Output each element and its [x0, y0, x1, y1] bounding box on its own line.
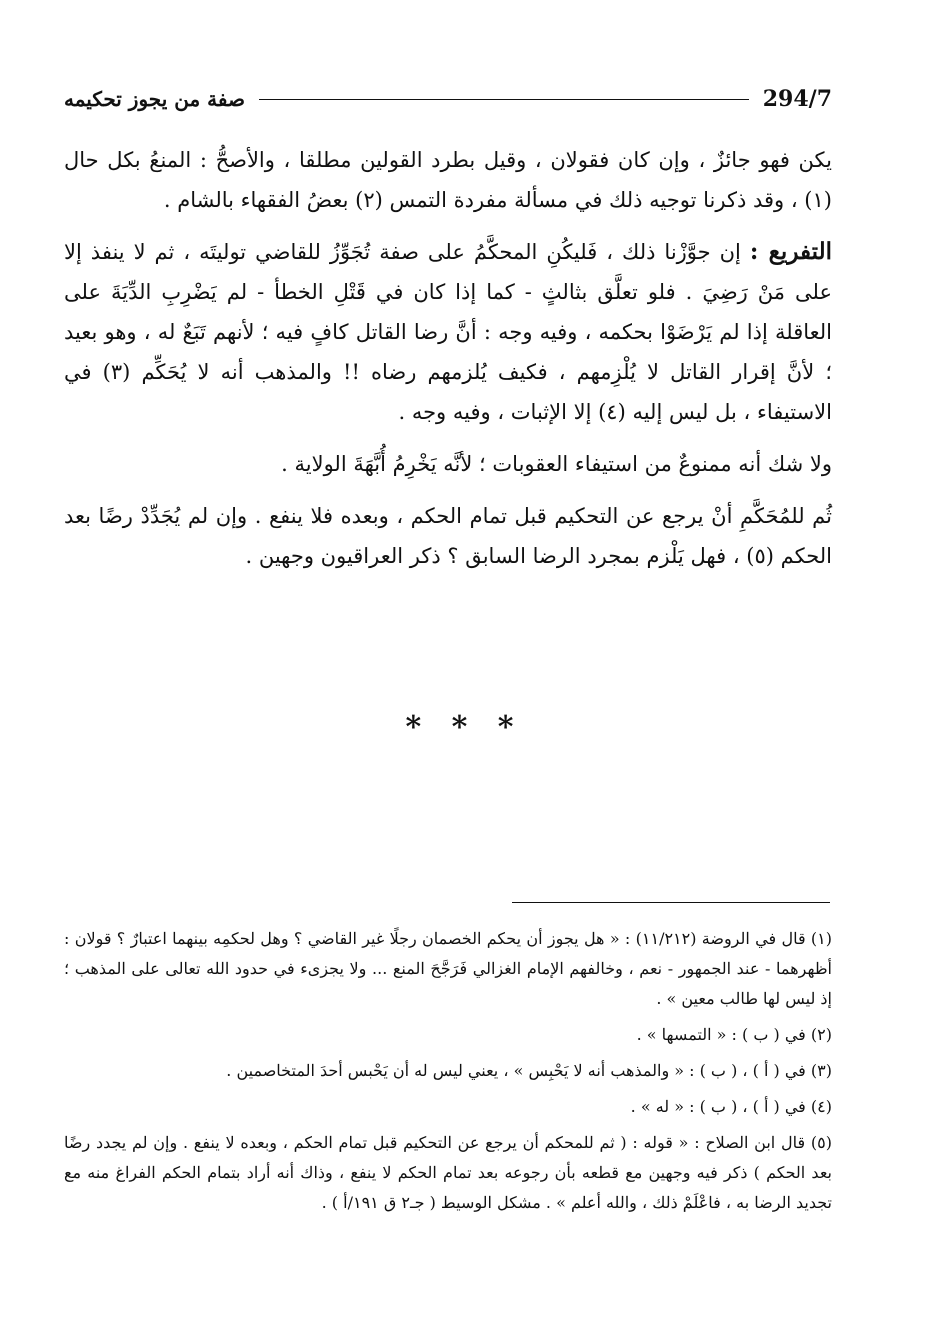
- footnotes: [64, 924, 832, 1224]
- footnote-3: (٣) في ( أ ) ، ( ب ) : « والمذهب أنه لا يَحْبِس » ، يعني ليس له أن يَحْبس أحدَ المتخاصمين .: [226, 1061, 832, 1080]
- page-number: 294/7: [762, 86, 832, 112]
- header-rule: [259, 99, 749, 100]
- paragraph-2-text: إن جوَّزْنا ذلك ، فَليكُنِ المحكَّمُ على صفة تُجَوِّزُ للقاضي توليتَه ، ثم لا ينفذ إلا على مَنْ رَضِيَ . فلو تعلَّق بثالثٍ - كما إذا كان في قَتْلِ الخطأ - لم يَضْرِبِ الدِّيَةَ على العاقلة إذا لم يَرْضَوْا بحكمه ، وفيه وجه : أنَّ رضا القاتل كافٍ فيه ؛ لأنهم تَبَعٌ له ، وهو بعيد ؛ لأنَّ إقرار القاتل لا يُلْزِمهم ، فكيف يُلزمهم رضاه !! والمذهب أنه لا يُحَكِّم (٣) في الاستيفاء ، بل ليس إليه (٤) إلا الإثبات ، وفيه وجه .: [64, 240, 832, 424]
- footnote-2: (٢) في ( ب ) : « التمسها » .: [636, 1025, 832, 1044]
- footnote-4: (٤) في ( أ ) ، ( ب ) : « له » .: [630, 1097, 832, 1116]
- paragraph-2-lead: التفريع :: [749, 238, 832, 265]
- footnote-5: (٥) قال ابن الصلاح : « قوله : ( ثم للمحكم أن يرجع عن التحكيم قبل تمام الحكم ، وبعده لا ينفع . وإن لم يجدد رضًا بعد الحكم ) ذكر فيه وجهين مع قطعه بأن رجوعه بعد تمام الحكم لا ينفع ، وذاك أنه أراد بتمام الحكم الفراغ منه مع تجديد الرضا به ، فاعْلَمْ ذلك ، والله أعلم » . مشكل الوسيط ( جـ٢ ق ١٩١/أ ) .: [64, 1133, 833, 1212]
- main-text: [64, 140, 832, 588]
- paragraph-1: يكن فهو جائزٌ ، وإن كان فقولان ، وقيل بطرد القولين مطلقا ، والأصحُّ : المنعُ بكل حال (١) ، وقد ذكرنا توجيه ذلك في مسألة مفردة التمس (٢) بعضُ الفقهاء بالشام .: [64, 148, 832, 212]
- paragraph-3: ولا شك أنه ممنوعٌ من استيفاء العقوبات ؛ لأنَّه يَخْرِمُ أُبَّهَةَ الولاية .: [281, 452, 832, 476]
- footnote-rule: [512, 902, 830, 903]
- paragraph-4: ثُم للمُحَكَّمِ أنْ يرجع عن التحكيم قبل تمام الحكم ، وبعده فلا ينفع . وإن لم يُجَدِّدْ رضًا بعد الحكم (٥) ، فهل يَلْزم بمجرد الرضا السابق ؟ ذكر العراقيون وجهين .: [64, 504, 832, 568]
- paragraph-2: [64, 232, 832, 432]
- footnote-1: (١) قال في الروضة (١١/٢١٢) : « هل يجوز أن يحكم الخصمان رجلًا غير القاضي ؟ وهل لحكمِه بينهما اعتبارٌ ؟ قولان : أظهرهما - عند الجمهور - نعم ، وخالفهم الإمام الغزالي فَرَجَّحَ المنع ... ولا يجزىء في حدود الله تعالى على المذهب ؛ إذ ليس لها طالب معين » .: [64, 929, 832, 1008]
- section-separator: * * *: [405, 710, 524, 745]
- page-header: [64, 84, 832, 114]
- running-title: صفة من يجوز تحكيمه: [64, 87, 245, 111]
